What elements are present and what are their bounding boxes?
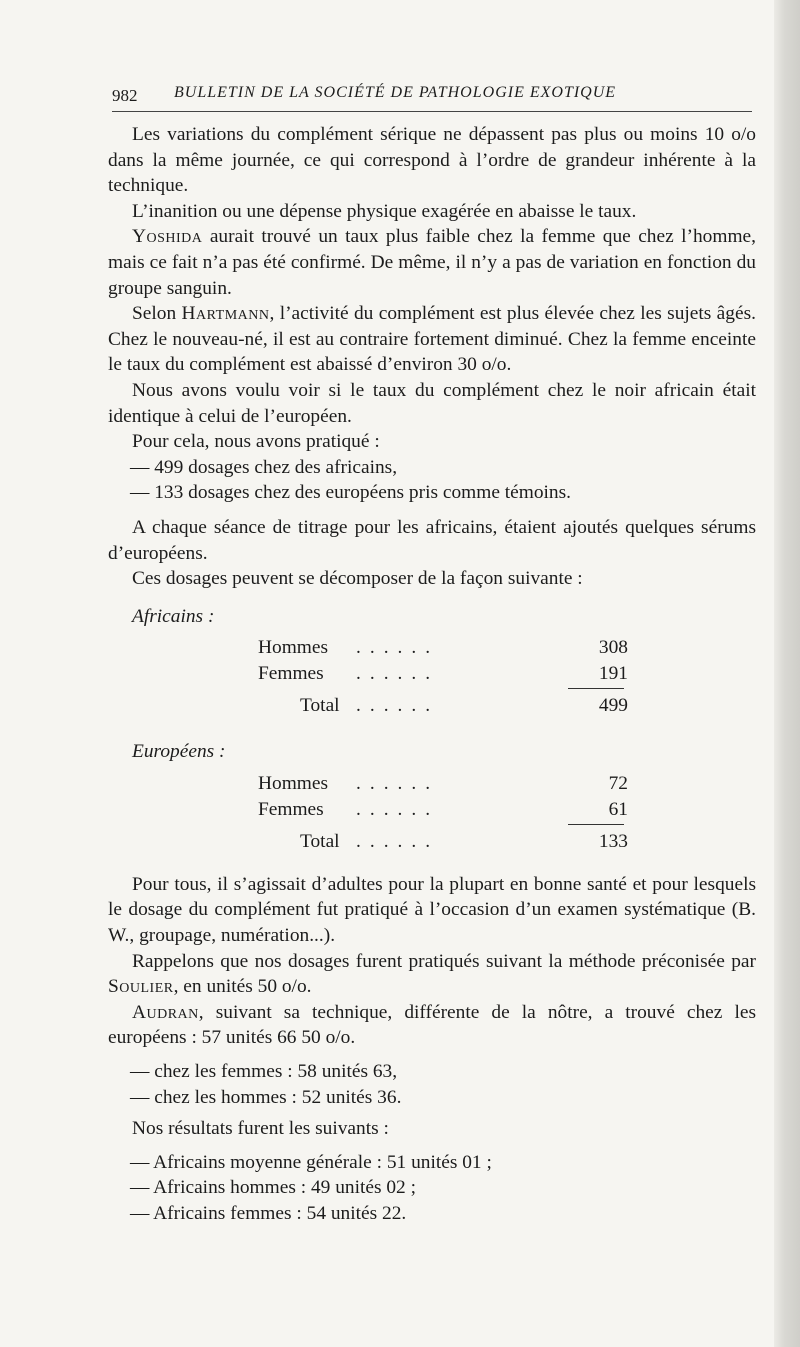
article-body — [108, 122, 756, 1227]
table-row — [258, 661, 628, 687]
row-value: 191 — [598, 663, 628, 685]
sum-rule — [568, 824, 624, 825]
row-label: Femmes — [258, 663, 324, 685]
row-value: 499 — [598, 695, 628, 717]
row-value: 72 — [608, 772, 628, 794]
paragraph-text: Selon — [132, 303, 182, 325]
dash-item: — Africains moyenne générale : 51 unités 01 ; — [130, 1151, 492, 1173]
author-name: Soulier — [108, 976, 174, 998]
paragraph: Pour cela, nous avons pratiqué : — [132, 431, 380, 453]
page-header — [112, 80, 752, 110]
paragraph-text: aurait trouvé un taux plus faible chez la femme que chez l’homme, mais ce fait n’a pas été confirmé. De même, il n’y a pas de variation en fonction du groupe sanguin. — [108, 226, 756, 299]
row-value: 308 — [598, 637, 628, 659]
leader-dots: ...... — [356, 772, 440, 794]
dash-item: — Africains hommes : 49 unités 02 ; — [130, 1177, 416, 1199]
row-label: Femmes — [258, 798, 324, 820]
leader-dots: ...... — [356, 798, 440, 820]
paragraph-text: , en unités 50 o/o. — [173, 976, 312, 998]
table-row — [258, 771, 628, 797]
author-name: Hartmann — [181, 303, 270, 325]
row-value: 61 — [608, 798, 628, 820]
section-label-africains: Africains : — [132, 605, 215, 627]
running-title: BULLETIN DE LA SOCIÉTÉ DE PATHOLOGIE EXOTIQUE — [174, 84, 617, 101]
paragraph-text: , suivant sa technique, différente de la nôtre, a trouvé chez les européens : 57 unités 66 50 o/o. — [108, 1001, 756, 1049]
sum-rule — [568, 688, 624, 689]
row-label: Hommes — [258, 637, 329, 659]
dash-item: — chez les hommes : 52 unités 36. — [130, 1086, 402, 1108]
paragraph: Pour tous, il s’agissait d’adultes pour la plupart en bonne santé et pour lesquels le dosage du complément fut pratiqué à l’occasion d’un examen systématique (B. W., groupage, numération...). — [108, 873, 756, 947]
paragraph: Nos résultats furent les suivants : — [132, 1118, 389, 1140]
paragraph: Ces dosages peuvent se décomposer de la façon suivante : — [132, 568, 583, 590]
leader-dots: ...... — [356, 637, 440, 659]
row-label: Total — [300, 830, 340, 852]
paragraph — [108, 1000, 756, 1051]
row-label: Total — [300, 695, 340, 717]
leader-dots: ...... — [356, 695, 440, 717]
dash-item: — chez les femmes : 58 unités 63, — [130, 1061, 398, 1083]
author-name: Audran — [132, 1001, 199, 1023]
section-label-europeens: Européens : — [132, 741, 226, 763]
row-value: 133 — [598, 830, 628, 852]
paragraph: Les variations du complément sérique ne dépassent pas plus ou moins 10 o/o dans la même journée, ce qui correspond à l’ordre de grandeur inhérente à la technique. — [108, 124, 756, 197]
table-row-total — [258, 693, 628, 719]
leader-dots: ...... — [356, 830, 440, 852]
paragraph: Nous avons voulu voir si le taux du complément chez le noir africain était identique à celui de l’européen. — [108, 379, 756, 427]
page-number: 982 — [112, 86, 138, 105]
table-row-total — [258, 829, 628, 855]
paragraph: A chaque séance de titrage pour les africains, étaient ajoutés quelques sérums d’européens. — [108, 516, 756, 564]
dash-item: — 133 dosages chez des européens pris comme témoins. — [130, 482, 572, 504]
paragraph — [108, 301, 756, 378]
author-name: Yoshida — [132, 226, 203, 248]
leader-dots: ...... — [356, 663, 440, 685]
dash-item: — 499 dosages chez des africains, — [130, 456, 398, 478]
paragraph — [108, 224, 756, 301]
dash-item: — Africains femmes : 54 unités 22. — [130, 1203, 407, 1224]
table-row — [258, 635, 628, 661]
table-africains — [108, 635, 756, 727]
row-label: Hommes — [258, 772, 329, 794]
table-row — [258, 797, 628, 823]
paragraph-text: , l’activité du complément est plus élevée chez les sujets âgés. Chez le nouveau-né, il est au contraire fortement diminué. Chez la femme enceinte le taux du complément est abaissé d’environ 30 o/o. — [108, 303, 756, 376]
table-europeens — [108, 771, 756, 863]
paragraph-text: Rappelons que nos dosages furent pratiqués suivant la méthode préconisée par — [132, 950, 756, 972]
header-rule — [112, 111, 752, 112]
paragraph: L’inanition ou une dépense physique exagérée en abaisse le taux. — [132, 200, 637, 222]
paragraph — [108, 949, 756, 1000]
